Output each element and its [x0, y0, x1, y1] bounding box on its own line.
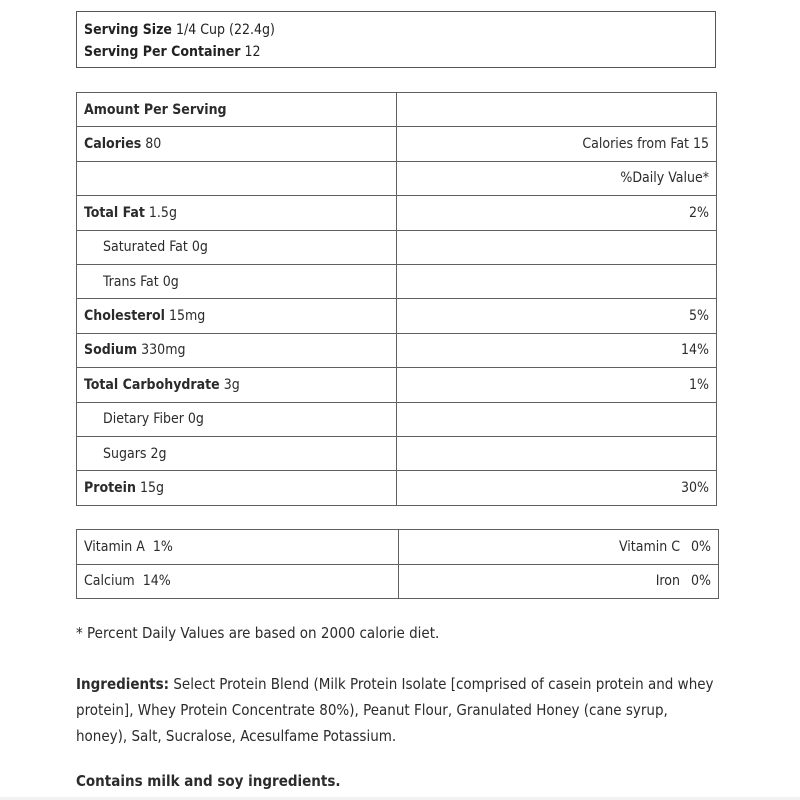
nutrient-daily-value [397, 264, 717, 298]
nutrient-cell [77, 402, 397, 436]
calories-value: 80 [145, 136, 162, 153]
calories-from-fat: Calories from Fat 15 [397, 127, 717, 161]
nutrient-row-sugars [77, 436, 717, 470]
nutrient-label: Cholesterol [84, 308, 165, 325]
allergen-statement: Contains milk and soy ingredients. [76, 772, 341, 790]
nutrient-label: Total Carbohydrate [84, 376, 220, 393]
nutrient-daily-value [397, 230, 717, 264]
nutrient-amount: 2g [150, 445, 167, 462]
vitamins-minerals-table [76, 529, 719, 599]
calories-label: Calories [84, 136, 142, 153]
nutrient-amount: 330mg [141, 342, 186, 359]
iron-label: Iron [655, 573, 680, 590]
daily-value-header: %Daily Value* [397, 161, 717, 195]
nutrient-row-saturated-fat [77, 230, 717, 264]
vitamin-a-label: Vitamin A [84, 538, 145, 555]
nutrient-cell [77, 471, 397, 505]
vitamin-c-value: 0% [691, 538, 711, 555]
nutrient-row-sodium [77, 333, 717, 367]
iron-value: 0% [691, 573, 711, 590]
nutrient-amount: 15g [139, 479, 164, 496]
vitamin-c-label: Vitamin C [618, 538, 680, 555]
nutrient-row-protein [77, 471, 717, 505]
amount-per-serving-row [77, 93, 717, 127]
nutrient-label: Sugars [103, 445, 147, 462]
nutrient-cell [77, 299, 397, 333]
nutrient-cell [77, 368, 397, 402]
nutrient-daily-value: 1% [397, 368, 717, 402]
servings-per-container-line [84, 44, 261, 60]
nutrient-daily-value: 30% [397, 471, 717, 505]
serving-size-value: 1/4 Cup (22.4g) [175, 22, 275, 38]
calcium-cell [77, 564, 399, 599]
amount-per-serving-label: Amount Per Serving [77, 93, 397, 127]
nutrient-cell [77, 436, 397, 470]
nutrient-cell [77, 333, 397, 367]
nutrient-daily-value: 5% [397, 299, 717, 333]
nutrient-daily-value [397, 436, 717, 470]
calcium-value: 14% [142, 573, 171, 590]
calcium-label: Calcium [84, 573, 135, 590]
nutrient-label: Total Fat [84, 204, 145, 221]
daily-value-footnote: * Percent Daily Values are based on 2000 calorie diet. [76, 624, 440, 642]
nutrient-amount: 3g [223, 376, 240, 393]
ingredients-paragraph [76, 671, 718, 749]
nutrient-label: Sodium [84, 342, 138, 359]
nutrient-row-cholesterol [77, 299, 717, 333]
servings-per-container-label: Serving Per Container [84, 44, 241, 60]
nutrient-daily-value: 2% [397, 196, 717, 230]
nutrient-amount: 1.5g [148, 204, 177, 221]
nutrient-amount: 0g [187, 411, 204, 428]
ingredients-label: Ingredients: [76, 675, 170, 693]
nutrient-cell [77, 196, 397, 230]
nutrient-label: Saturated Fat [103, 239, 188, 256]
nutrient-label: Protein [84, 479, 136, 496]
nutrient-daily-value: 14% [397, 333, 717, 367]
nutrient-amount: 15mg [168, 308, 206, 325]
servings-per-container-value: 12 [244, 44, 261, 60]
empty-cell [397, 93, 717, 127]
nutrient-daily-value [397, 402, 717, 436]
empty-cell [77, 161, 397, 195]
vitamin-c-cell [399, 530, 719, 565]
nutrient-row-dietary-fiber [77, 402, 717, 436]
serving-size-label: Serving Size [84, 22, 172, 38]
iron-cell [399, 564, 719, 599]
mineral-row [77, 564, 719, 599]
ingredients-text: Select Protein Blend (Milk Protein Isolate [comprised of casein protein and whey protein], Whey Protein Concentrate 80%), Peanut Flour, Granulated Honey (cane syrup, honey), Salt, Sucralose, Acesulfame Potassium. [76, 675, 714, 745]
nutrient-label: Trans Fat [103, 273, 159, 290]
nutrient-cell [77, 264, 397, 298]
nutrient-label: Dietary Fiber [103, 411, 184, 428]
nutrient-cell [77, 230, 397, 264]
nutrient-row-total-carbohydrate [77, 368, 717, 402]
serving-info-box [76, 11, 716, 68]
nutrient-amount: 0g [162, 273, 179, 290]
vitamin-row [77, 530, 719, 565]
daily-value-header-row [77, 161, 717, 195]
calories-cell [77, 127, 397, 161]
vitamin-a-value: 1% [152, 538, 173, 555]
nutrition-facts-table [76, 92, 717, 506]
nutrient-row-total-fat [77, 196, 717, 230]
nutrient-row-trans-fat [77, 264, 717, 298]
serving-size-line [84, 22, 275, 38]
vitamin-a-cell [77, 530, 399, 565]
nutrient-amount: 0g [191, 239, 208, 256]
calories-row [77, 127, 717, 161]
